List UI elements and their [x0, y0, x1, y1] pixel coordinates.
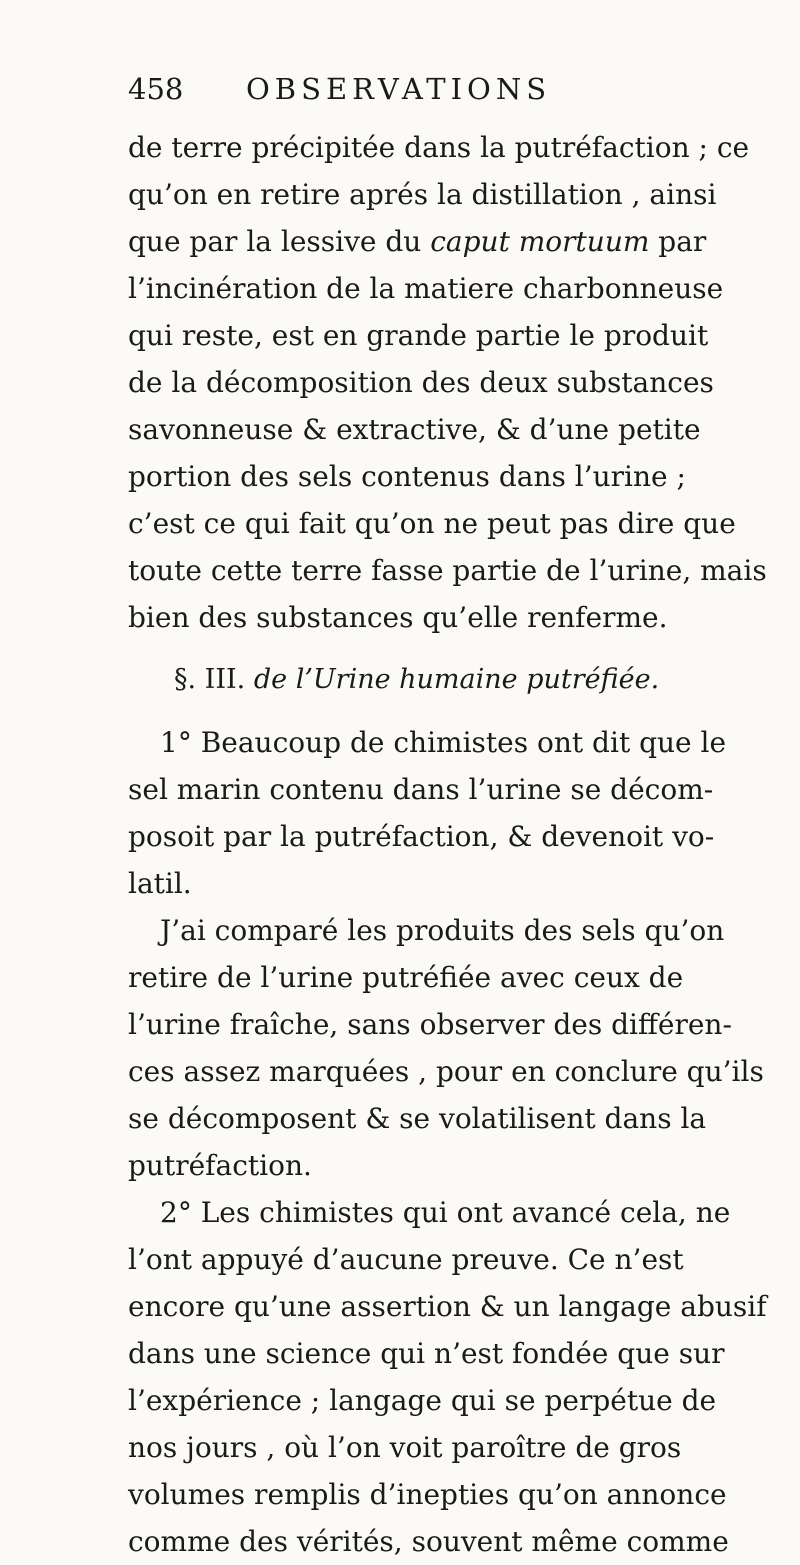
- section-title: de l’Urine humaine putréfiée.: [253, 664, 660, 695]
- text-line: l’ont appuyé d’aucune preuve. Ce n’est: [128, 1243, 684, 1276]
- text-line: putréfaction.: [128, 1149, 312, 1182]
- text-line: se décomposent & se volatilisent dans la: [128, 1102, 707, 1135]
- page-number: 458: [128, 72, 184, 106]
- text-line: posoit par la putréfaction, & devenoit vo-: [128, 820, 715, 853]
- page-header: [128, 72, 674, 124]
- text-line: latil.: [128, 867, 192, 900]
- text-line: volumes remplis d’inepties qu’on annonce: [128, 1478, 727, 1511]
- text-line: J’ai comparé les produits des sels qu’on: [160, 914, 725, 947]
- paragraph-3: [128, 1189, 767, 1565]
- text-line: de la décomposition des deux substances: [128, 366, 714, 399]
- text-line: dans une science qui n’est fondée que sur: [128, 1337, 725, 1370]
- text-line: portion des sels contenus dans l’urine ;: [128, 460, 686, 493]
- text-line: ces assez marquées , pour en conclure qu’ils: [128, 1055, 764, 1088]
- paragraph-1: [128, 719, 727, 907]
- text-line: que par la lessive du caput mortuum par: [128, 225, 707, 258]
- text-line: qui reste, est en grande partie le produit: [128, 319, 709, 352]
- text-line: retire de l’urine putréfiée avec ceux de: [128, 961, 684, 994]
- text-line: c’est ce qui fait qu’on ne peut pas dire que: [128, 507, 736, 540]
- latin-phrase: caput mortuum: [430, 225, 650, 258]
- book-page: [128, 72, 767, 1565]
- text-line: toute cette terre fasse partie de l’urine, mais: [128, 554, 767, 587]
- text-line: comme des vérités, souvent même comme: [128, 1525, 729, 1558]
- running-title: OBSERVATIONS: [246, 72, 552, 106]
- text-line: bien des substances qu’elle renferme.: [128, 601, 668, 634]
- text-line: sel marin contenu dans l’urine se décom-: [128, 773, 714, 806]
- paragraph-continuation: [128, 124, 767, 641]
- text-line: l’incinération de la matiere charbonneuse: [128, 272, 724, 305]
- text-line: l’urine fraîche, sans observer des différen-: [128, 1008, 732, 1041]
- text-line: l’expérience ; langage qui se perpétue de: [128, 1384, 717, 1417]
- section-heading: [128, 649, 674, 711]
- paragraph-2: [128, 907, 764, 1189]
- text-line: encore qu’une assertion & un langage abusif: [128, 1290, 767, 1323]
- text-line: savonneuse & extractive, & d’une petite: [128, 413, 701, 446]
- text-line: de terre précipitée dans la putréfaction ; ce: [128, 131, 750, 164]
- text-line: 1° Beaucoup de chimistes ont dit que le: [160, 726, 727, 759]
- section-number: §. III.: [174, 664, 246, 695]
- text-line: 2° Les chimistes qui ont avancé cela, ne: [160, 1196, 731, 1229]
- text-line: qu’on en retire aprés la distillation , ainsi: [128, 178, 717, 211]
- text-line: nos jours , où l’on voit paroître de gros: [128, 1431, 682, 1464]
